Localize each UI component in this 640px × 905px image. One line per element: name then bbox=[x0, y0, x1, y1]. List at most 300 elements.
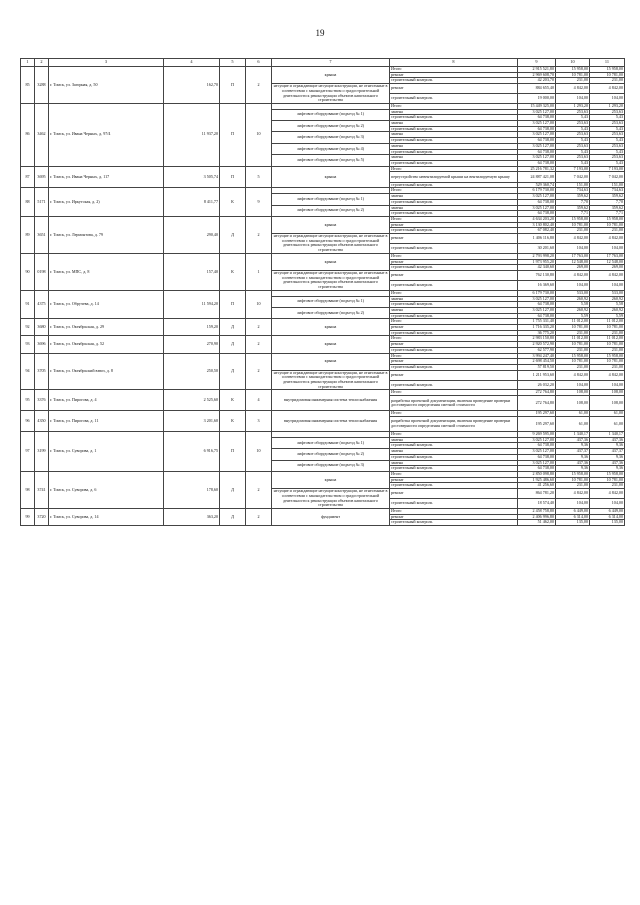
cost-per-sqm: 104,00 bbox=[556, 380, 590, 390]
record-number: 99 bbox=[21, 508, 35, 525]
cost-total: 3 025 127,00 bbox=[518, 437, 556, 443]
work-description: ремонт bbox=[390, 325, 518, 331]
cost-limit: 11 012,00 bbox=[590, 336, 625, 342]
cost-per-sqm: 108,00 bbox=[556, 396, 590, 411]
house-area: 159,20 bbox=[164, 319, 220, 336]
cost-limit: 231,00 bbox=[590, 78, 625, 84]
work-type: несущие и ограждающие несущие конструкции, не отнесенные в соответствии с законодательством о градостроительной деятельности к реконструкции объектов капитального строительства bbox=[272, 489, 390, 509]
wall-material: П bbox=[220, 67, 246, 104]
repair-program-table bbox=[20, 58, 625, 526]
cost-limit: 231,00 bbox=[590, 364, 625, 370]
cost-total: 42 340,60 bbox=[518, 265, 556, 271]
floor-count: 2 bbox=[246, 67, 272, 104]
cost-per-sqm: 4 842,00 bbox=[556, 234, 590, 244]
work-type: лифтовое оборудование (подъезд № 4) bbox=[272, 143, 390, 154]
cost-limit: 5,43 bbox=[590, 115, 625, 121]
cost-total: 884 655,40 bbox=[518, 84, 556, 94]
record-number: 85 bbox=[21, 67, 35, 104]
cost-total: 64 738,00 bbox=[518, 126, 556, 132]
cost-limit: 10 781,00 bbox=[590, 72, 625, 78]
cost-per-sqm: 108,00 bbox=[556, 390, 590, 396]
cost-limit: 4 842,00 bbox=[590, 489, 625, 499]
table-row bbox=[21, 253, 625, 259]
cost-total: 30 201,60 bbox=[518, 243, 556, 253]
cost-per-sqm: 231,00 bbox=[556, 228, 590, 234]
cost-total: 1 925 486,60 bbox=[518, 477, 556, 483]
cost-total: 64 738,00 bbox=[518, 160, 556, 166]
cost-limit: 7,70 bbox=[590, 199, 625, 205]
cost-total: 62 577,90 bbox=[518, 347, 556, 353]
wall-material: Д bbox=[220, 336, 246, 353]
work-type: несущие и ограждающие несущие конструкции, не отнесенные в соответствии с законодательством о градостроительной деятельности к реконструкции объектов капитального строительства bbox=[272, 370, 390, 390]
cost-limit: 5,58 bbox=[590, 302, 625, 308]
cost-total: 41 256,60 bbox=[518, 483, 556, 489]
cost-total: 3 025 127,00 bbox=[518, 307, 556, 313]
cost-limit: 4 842,00 bbox=[590, 84, 625, 94]
cost-total: 2 850 098,80 bbox=[518, 471, 556, 477]
cost-per-sqm: 7,71 bbox=[556, 211, 590, 217]
table-row bbox=[21, 67, 625, 73]
cost-per-sqm: 15 958,00 bbox=[556, 216, 590, 222]
house-address: г. Томск, ул. Иркутская, д. 2) bbox=[49, 188, 164, 217]
column-header: 7 bbox=[272, 59, 390, 67]
work-description: Итого bbox=[390, 471, 518, 477]
work-description: ремонт bbox=[390, 84, 518, 94]
cost-per-sqm: 5,43 bbox=[556, 160, 590, 166]
work-description: Итого bbox=[390, 216, 518, 222]
cost-per-sqm: 135,00 bbox=[556, 520, 590, 526]
work-description: замена bbox=[390, 143, 518, 149]
cost-total: 272 764,80 bbox=[518, 396, 556, 411]
cost-per-sqm: 269,00 bbox=[556, 265, 590, 271]
house-area: 3 201,60 bbox=[164, 411, 220, 432]
cost-limit: 260,92 bbox=[590, 307, 625, 313]
house-area: 363,20 bbox=[164, 508, 220, 525]
record-number: 97 bbox=[21, 432, 35, 472]
cost-per-sqm: 9,36 bbox=[556, 454, 590, 460]
floor-count: 5 bbox=[246, 166, 272, 188]
cost-total: 24 887 421,08 bbox=[518, 172, 556, 182]
record-number: 87 bbox=[21, 166, 35, 188]
work-description: строительный контроль bbox=[390, 126, 518, 132]
work-description: Итого bbox=[390, 432, 518, 438]
work-type: крыша bbox=[272, 67, 390, 84]
cost-limit: 15 958,00 bbox=[590, 471, 625, 477]
cost-total: 2 698 454,50 bbox=[518, 359, 556, 365]
cost-limit: 253,63 bbox=[590, 143, 625, 149]
cost-limit: 15 958,00 bbox=[590, 353, 625, 359]
column-header: 4 bbox=[164, 59, 220, 67]
cost-total: 529 360,74 bbox=[518, 182, 556, 188]
cost-total: 1 211 953,60 bbox=[518, 370, 556, 380]
table-row bbox=[21, 353, 625, 359]
work-description: замена bbox=[390, 437, 518, 443]
cost-total: 762 130,80 bbox=[518, 271, 556, 281]
floor-count: 2 bbox=[246, 471, 272, 508]
cost-per-sqm: 437,36 bbox=[556, 460, 590, 466]
table-row bbox=[21, 471, 625, 477]
work-description: разработка проектной документации, включая проведение проверки достоверности определения сметной стоимости bbox=[390, 416, 518, 431]
cost-limit: 11 012,00 bbox=[590, 319, 625, 325]
work-description: строительный контроль bbox=[390, 149, 518, 155]
house-address: г. Томск, ул. Ивана Черных, д. 97/4 bbox=[49, 103, 164, 166]
work-description: ремонт bbox=[390, 370, 518, 380]
work-type: лифтовое оборудование (подъезд № 2) bbox=[272, 449, 390, 460]
cost-total: 51 462,00 bbox=[518, 520, 556, 526]
work-description: Итого bbox=[390, 253, 518, 259]
cost-total: 19 000,00 bbox=[518, 94, 556, 104]
work-description: ремонт bbox=[390, 271, 518, 281]
cost-per-sqm: 1 340,17 bbox=[556, 432, 590, 438]
work-description: разработка проектной документации, включая проведение проверки достоверности определения сметной стоимости bbox=[390, 396, 518, 411]
floor-count: 10 bbox=[246, 432, 272, 472]
cost-limit: 437,36 bbox=[590, 437, 625, 443]
work-type: несущие и ограждающие несущие конструкции, не отнесенные в соответствии с законодательством о градостроительной деятельности к реконструкции объектов капитального строительства bbox=[272, 271, 390, 291]
cost-total: 64 738,00 bbox=[518, 138, 556, 144]
cost-per-sqm: 104,00 bbox=[556, 499, 590, 509]
work-description: ремонт bbox=[390, 477, 518, 483]
cost-per-sqm: 10 781,00 bbox=[556, 477, 590, 483]
work-description: строительный контроль bbox=[390, 78, 518, 84]
house-id: 3651 bbox=[35, 216, 49, 253]
cost-limit: 359,62 bbox=[590, 205, 625, 211]
cost-per-sqm: 359,62 bbox=[556, 194, 590, 200]
cost-limit: 10 781,00 bbox=[590, 325, 625, 331]
work-description: строительный контроль bbox=[390, 199, 518, 205]
cost-limit: 5,43 bbox=[590, 160, 625, 166]
repair-program-table-wrapper bbox=[20, 58, 624, 526]
cost-limit: 10 781,00 bbox=[590, 342, 625, 348]
cost-total: 2 793 998,20 bbox=[518, 253, 556, 259]
cost-per-sqm: 5,58 bbox=[556, 302, 590, 308]
work-description: строительный контроль bbox=[390, 364, 518, 370]
work-description: замена bbox=[390, 194, 518, 200]
column-header: 2 bbox=[35, 59, 49, 67]
house-address: г. Томск, ул. Октябрьский взвоз, д. 8 bbox=[49, 353, 164, 390]
work-description: замена bbox=[390, 132, 518, 138]
house-id: 3680 bbox=[35, 319, 49, 336]
wall-material: К bbox=[220, 188, 246, 217]
cost-limit: 4 842,00 bbox=[590, 370, 625, 380]
cost-limit: 104,00 bbox=[590, 280, 625, 290]
cost-limit: 533,00 bbox=[590, 290, 625, 296]
cost-per-sqm: 5,43 bbox=[556, 126, 590, 132]
cost-total: 2 983 150,80 bbox=[518, 336, 556, 342]
wall-material: К bbox=[220, 411, 246, 432]
cost-limit: 437,36 bbox=[590, 460, 625, 466]
house-id: 3695 bbox=[35, 166, 49, 188]
work-type: лифтовое оборудование (подъезд № 2) bbox=[272, 121, 390, 132]
cost-per-sqm: 11 012,00 bbox=[556, 319, 590, 325]
cost-limit: 231,00 bbox=[590, 330, 625, 336]
cost-per-sqm: 253,63 bbox=[556, 132, 590, 138]
cost-limit: 1 293,20 bbox=[590, 103, 625, 109]
house-address: г. Томск, ул. Ивана Черных, д. 117 bbox=[49, 166, 164, 188]
cost-per-sqm: 4 842,00 bbox=[556, 84, 590, 94]
work-description: Итого bbox=[390, 390, 518, 396]
cost-limit: 5,59 bbox=[590, 313, 625, 319]
cost-per-sqm: 61,00 bbox=[556, 416, 590, 431]
record-number: 96 bbox=[21, 411, 35, 432]
cost-total: 3 025 127,00 bbox=[518, 109, 556, 115]
cost-total: 67 082,40 bbox=[518, 228, 556, 234]
cost-limit: 253,63 bbox=[590, 132, 625, 138]
house-id: 4375 bbox=[35, 290, 49, 319]
work-description: строительный контроль bbox=[390, 94, 518, 104]
wall-material: П bbox=[220, 103, 246, 166]
cost-per-sqm: 231,00 bbox=[556, 364, 590, 370]
cost-limit: 4 842,00 bbox=[590, 271, 625, 281]
cost-total: 1 716 335,20 bbox=[518, 325, 556, 331]
house-id: 5171 bbox=[35, 188, 49, 217]
cost-per-sqm: 260,92 bbox=[556, 296, 590, 302]
cost-per-sqm: 12 548,00 bbox=[556, 259, 590, 265]
cost-total: 3 025 127,00 bbox=[518, 155, 556, 161]
cost-total: 3 025 127,00 bbox=[518, 121, 556, 127]
work-description: ремонт bbox=[390, 342, 518, 348]
house-address: г. Томск, ул. МПС, д. 8 bbox=[49, 253, 164, 290]
house-address: г. Томск, ул. Обручева, д. 14 bbox=[49, 290, 164, 319]
house-address: г. Томск, ул. Октябрьская, д. 52 bbox=[49, 336, 164, 353]
cost-total: 3 130 802,40 bbox=[518, 222, 556, 228]
cost-total: 64 738,00 bbox=[518, 313, 556, 319]
cost-per-sqm: 359,62 bbox=[556, 205, 590, 211]
cost-total: 2 915 521,80 bbox=[518, 67, 556, 73]
cost-limit: 231,00 bbox=[590, 483, 625, 489]
cost-limit: 104,00 bbox=[590, 380, 625, 390]
cost-limit: 6 449,00 bbox=[590, 508, 625, 514]
cost-total: 64 738,00 bbox=[518, 199, 556, 205]
cost-per-sqm: 104,00 bbox=[556, 280, 590, 290]
cost-total: 3 025 127,00 bbox=[518, 449, 556, 455]
work-description: строительный контроль bbox=[390, 243, 518, 253]
work-description: ремонт bbox=[390, 222, 518, 228]
house-area: 178,60 bbox=[164, 471, 220, 508]
house-id: 3720 bbox=[35, 508, 49, 525]
column-header: 1 bbox=[21, 59, 35, 67]
cost-per-sqm: 231,00 bbox=[556, 78, 590, 84]
cost-total: 2 458 758,80 bbox=[518, 508, 556, 514]
cost-per-sqm: 15 958,00 bbox=[556, 353, 590, 359]
cost-per-sqm: 11 012,00 bbox=[556, 336, 590, 342]
cost-total: 18 574,40 bbox=[518, 499, 556, 509]
floor-count: 2 bbox=[246, 508, 272, 525]
floor-count: 2 bbox=[246, 336, 272, 353]
cost-per-sqm: 260,92 bbox=[556, 307, 590, 313]
cost-limit: 4 842,00 bbox=[590, 234, 625, 244]
work-type: крыша bbox=[272, 216, 390, 233]
work-description: строительный контроль bbox=[390, 138, 518, 144]
house-address: г. Томск, ул. Суворова, д. 14 bbox=[49, 508, 164, 525]
work-description: Итого bbox=[390, 188, 518, 194]
work-description: замена bbox=[390, 307, 518, 313]
cost-per-sqm: 231,00 bbox=[556, 483, 590, 489]
floor-count: 1 bbox=[246, 253, 272, 290]
cost-total: 57 819,50 bbox=[518, 364, 556, 370]
floor-count: 2 bbox=[246, 319, 272, 336]
work-description: строительный контроль bbox=[390, 160, 518, 166]
cost-per-sqm: 4 842,00 bbox=[556, 271, 590, 281]
cost-limit: 1 340,17 bbox=[590, 432, 625, 438]
cost-total: 6 179 730,00 bbox=[518, 188, 556, 194]
cost-limit: 12 548,00 bbox=[590, 259, 625, 265]
work-description: строительный контроль bbox=[390, 313, 518, 319]
work-type: лифтовое оборудование (подъезд № 2) bbox=[272, 307, 390, 318]
cost-total: 1 406 116,80 bbox=[518, 234, 556, 244]
work-type: внутридомовая инженерная система теплоснабжения bbox=[272, 411, 390, 432]
cost-limit: 10 781,00 bbox=[590, 222, 625, 228]
work-type: крыша bbox=[272, 336, 390, 353]
work-type: лифтовое оборудование (подъезд № 5) bbox=[272, 155, 390, 166]
house-id: 3462 bbox=[35, 103, 49, 166]
cost-total: 272 764,80 bbox=[518, 390, 556, 396]
cost-per-sqm: 17 763,00 bbox=[556, 253, 590, 259]
cost-per-sqm: 7 193,00 bbox=[556, 166, 590, 172]
cost-limit: 260,92 bbox=[590, 296, 625, 302]
wall-material: П bbox=[220, 432, 246, 472]
work-description: Итого bbox=[390, 411, 518, 417]
work-description: замена bbox=[390, 205, 518, 211]
work-description: строительный контроль bbox=[390, 443, 518, 449]
table-row bbox=[21, 216, 625, 222]
cost-limit: 135,00 bbox=[590, 520, 625, 526]
house-area: 11 594,20 bbox=[164, 290, 220, 319]
cost-total: 2 969 608,70 bbox=[518, 72, 556, 78]
floor-count: 10 bbox=[246, 290, 272, 319]
cost-limit: 5,43 bbox=[590, 149, 625, 155]
work-type: крыша bbox=[272, 471, 390, 488]
cost-per-sqm: 10 781,00 bbox=[556, 325, 590, 331]
house-address: г. Томск, ул. Пирогова, д. 11 bbox=[49, 411, 164, 432]
work-description: строительный контроль bbox=[390, 330, 518, 336]
cost-per-sqm: 734,63 bbox=[556, 188, 590, 194]
cost-per-sqm: 7 042,00 bbox=[556, 172, 590, 182]
work-description: Итого bbox=[390, 319, 518, 325]
work-type: крыша bbox=[272, 319, 390, 336]
cost-total: 3 025 127,00 bbox=[518, 296, 556, 302]
work-type: фундамент bbox=[272, 508, 390, 525]
record-number: 93 bbox=[21, 336, 35, 353]
cost-per-sqm: 437,36 bbox=[556, 437, 590, 443]
cost-limit: 61,00 bbox=[590, 416, 625, 431]
cost-total: 2 920 572,90 bbox=[518, 342, 556, 348]
house-area: 250,50 bbox=[164, 353, 220, 390]
cost-total: 64 738,00 bbox=[518, 443, 556, 449]
work-type: лифтовое оборудование (подъезд № 3) bbox=[272, 460, 390, 471]
house-address: г. Томск, ул. Октябрьская, д. 29 bbox=[49, 319, 164, 336]
column-header: 10 bbox=[556, 59, 590, 67]
record-number: 88 bbox=[21, 188, 35, 217]
cost-per-sqm: 533,00 bbox=[556, 290, 590, 296]
work-type: несущие и ограждающие несущие конструкции, не отнесенные в соответствии с законодательством о градостроительной деятельности к реконструкции объектов капитального строительства bbox=[272, 84, 390, 104]
work-description: Итого bbox=[390, 508, 518, 514]
cost-per-sqm: 104,00 bbox=[556, 243, 590, 253]
house-area: 6 916,75 bbox=[164, 432, 220, 472]
work-type: лифтовое оборудование (подъезд № 1) bbox=[272, 296, 390, 307]
work-description: замена bbox=[390, 121, 518, 127]
record-number: 89 bbox=[21, 216, 35, 253]
house-id: 3288 bbox=[35, 67, 49, 104]
work-description: строительный контроль bbox=[390, 380, 518, 390]
cost-limit: 253,63 bbox=[590, 121, 625, 127]
cost-per-sqm: 6 449,00 bbox=[556, 508, 590, 514]
house-area: 270,90 bbox=[164, 336, 220, 353]
work-description: Итого bbox=[390, 67, 518, 73]
header-row bbox=[21, 59, 625, 67]
house-area: 162,70 bbox=[164, 67, 220, 104]
cost-limit: 108,00 bbox=[590, 390, 625, 396]
cost-per-sqm: 151,00 bbox=[556, 182, 590, 188]
table-row bbox=[21, 336, 625, 342]
house-id: 3705 bbox=[35, 353, 49, 390]
floor-count: 2 bbox=[246, 353, 272, 390]
work-description: ремонт bbox=[390, 72, 518, 78]
record-number: 92 bbox=[21, 319, 35, 336]
house-id: 0198 bbox=[35, 253, 49, 290]
work-type: крыша bbox=[272, 253, 390, 270]
cost-total: 42 203,70 bbox=[518, 78, 556, 84]
work-type: лифтовое оборудование (подъезд № 3) bbox=[272, 132, 390, 143]
cost-per-sqm: 5,43 bbox=[556, 138, 590, 144]
cost-limit: 104,00 bbox=[590, 243, 625, 253]
cost-total: 6 179 730,00 bbox=[518, 290, 556, 296]
cost-total: 15 449 325,00 bbox=[518, 103, 556, 109]
wall-material: Д bbox=[220, 319, 246, 336]
cost-limit: 359,62 bbox=[590, 194, 625, 200]
cost-per-sqm: 4 842,00 bbox=[556, 489, 590, 499]
floor-count: 10 bbox=[246, 103, 272, 166]
cost-total: 64 738,00 bbox=[518, 149, 556, 155]
work-description: Итого bbox=[390, 336, 518, 342]
cost-per-sqm: 5,43 bbox=[556, 149, 590, 155]
work-type: лифтовое оборудование (подъезд № 1) bbox=[272, 194, 390, 205]
house-id: 4350 bbox=[35, 411, 49, 432]
floor-count: 3 bbox=[246, 411, 272, 432]
cost-per-sqm: 10 781,00 bbox=[556, 72, 590, 78]
record-number: 98 bbox=[21, 471, 35, 508]
work-description: строительный контроль bbox=[390, 265, 518, 271]
wall-material: Д bbox=[220, 471, 246, 508]
work-description: строительный контроль bbox=[390, 454, 518, 460]
record-number: 86 bbox=[21, 103, 35, 166]
cost-per-sqm: 437,37 bbox=[556, 449, 590, 455]
column-header: 8 bbox=[390, 59, 518, 67]
cost-total: 1 973 955,20 bbox=[518, 259, 556, 265]
house-address: г. Томск, ул. Загорная, д. 50 bbox=[49, 67, 164, 104]
work-type: внутридомовая инженерная система теплоснабжения bbox=[272, 390, 390, 411]
work-type: крыша bbox=[272, 166, 390, 188]
cost-total: 3 025 127,00 bbox=[518, 194, 556, 200]
house-id: 3376 bbox=[35, 390, 49, 411]
record-number: 91 bbox=[21, 290, 35, 319]
cost-per-sqm: 1 293,20 bbox=[556, 103, 590, 109]
cost-total: 3 025 127,00 bbox=[518, 132, 556, 138]
work-description: Итого bbox=[390, 290, 518, 296]
work-description: Итого bbox=[390, 353, 518, 359]
work-description: строительный контроль bbox=[390, 483, 518, 489]
work-description: строительный контроль bbox=[390, 520, 518, 526]
work-description: ремонт bbox=[390, 359, 518, 365]
work-type: крыша bbox=[272, 353, 390, 370]
cost-total: 1 755 331,40 bbox=[518, 319, 556, 325]
cost-per-sqm: 231,00 bbox=[556, 330, 590, 336]
cost-per-sqm: 104,00 bbox=[556, 94, 590, 104]
cost-limit: 5,43 bbox=[590, 138, 625, 144]
cost-per-sqm: 10 781,00 bbox=[556, 222, 590, 228]
wall-material: П bbox=[220, 166, 246, 188]
cost-total: 64 738,00 bbox=[518, 466, 556, 472]
work-description: строительный контроль bbox=[390, 499, 518, 509]
